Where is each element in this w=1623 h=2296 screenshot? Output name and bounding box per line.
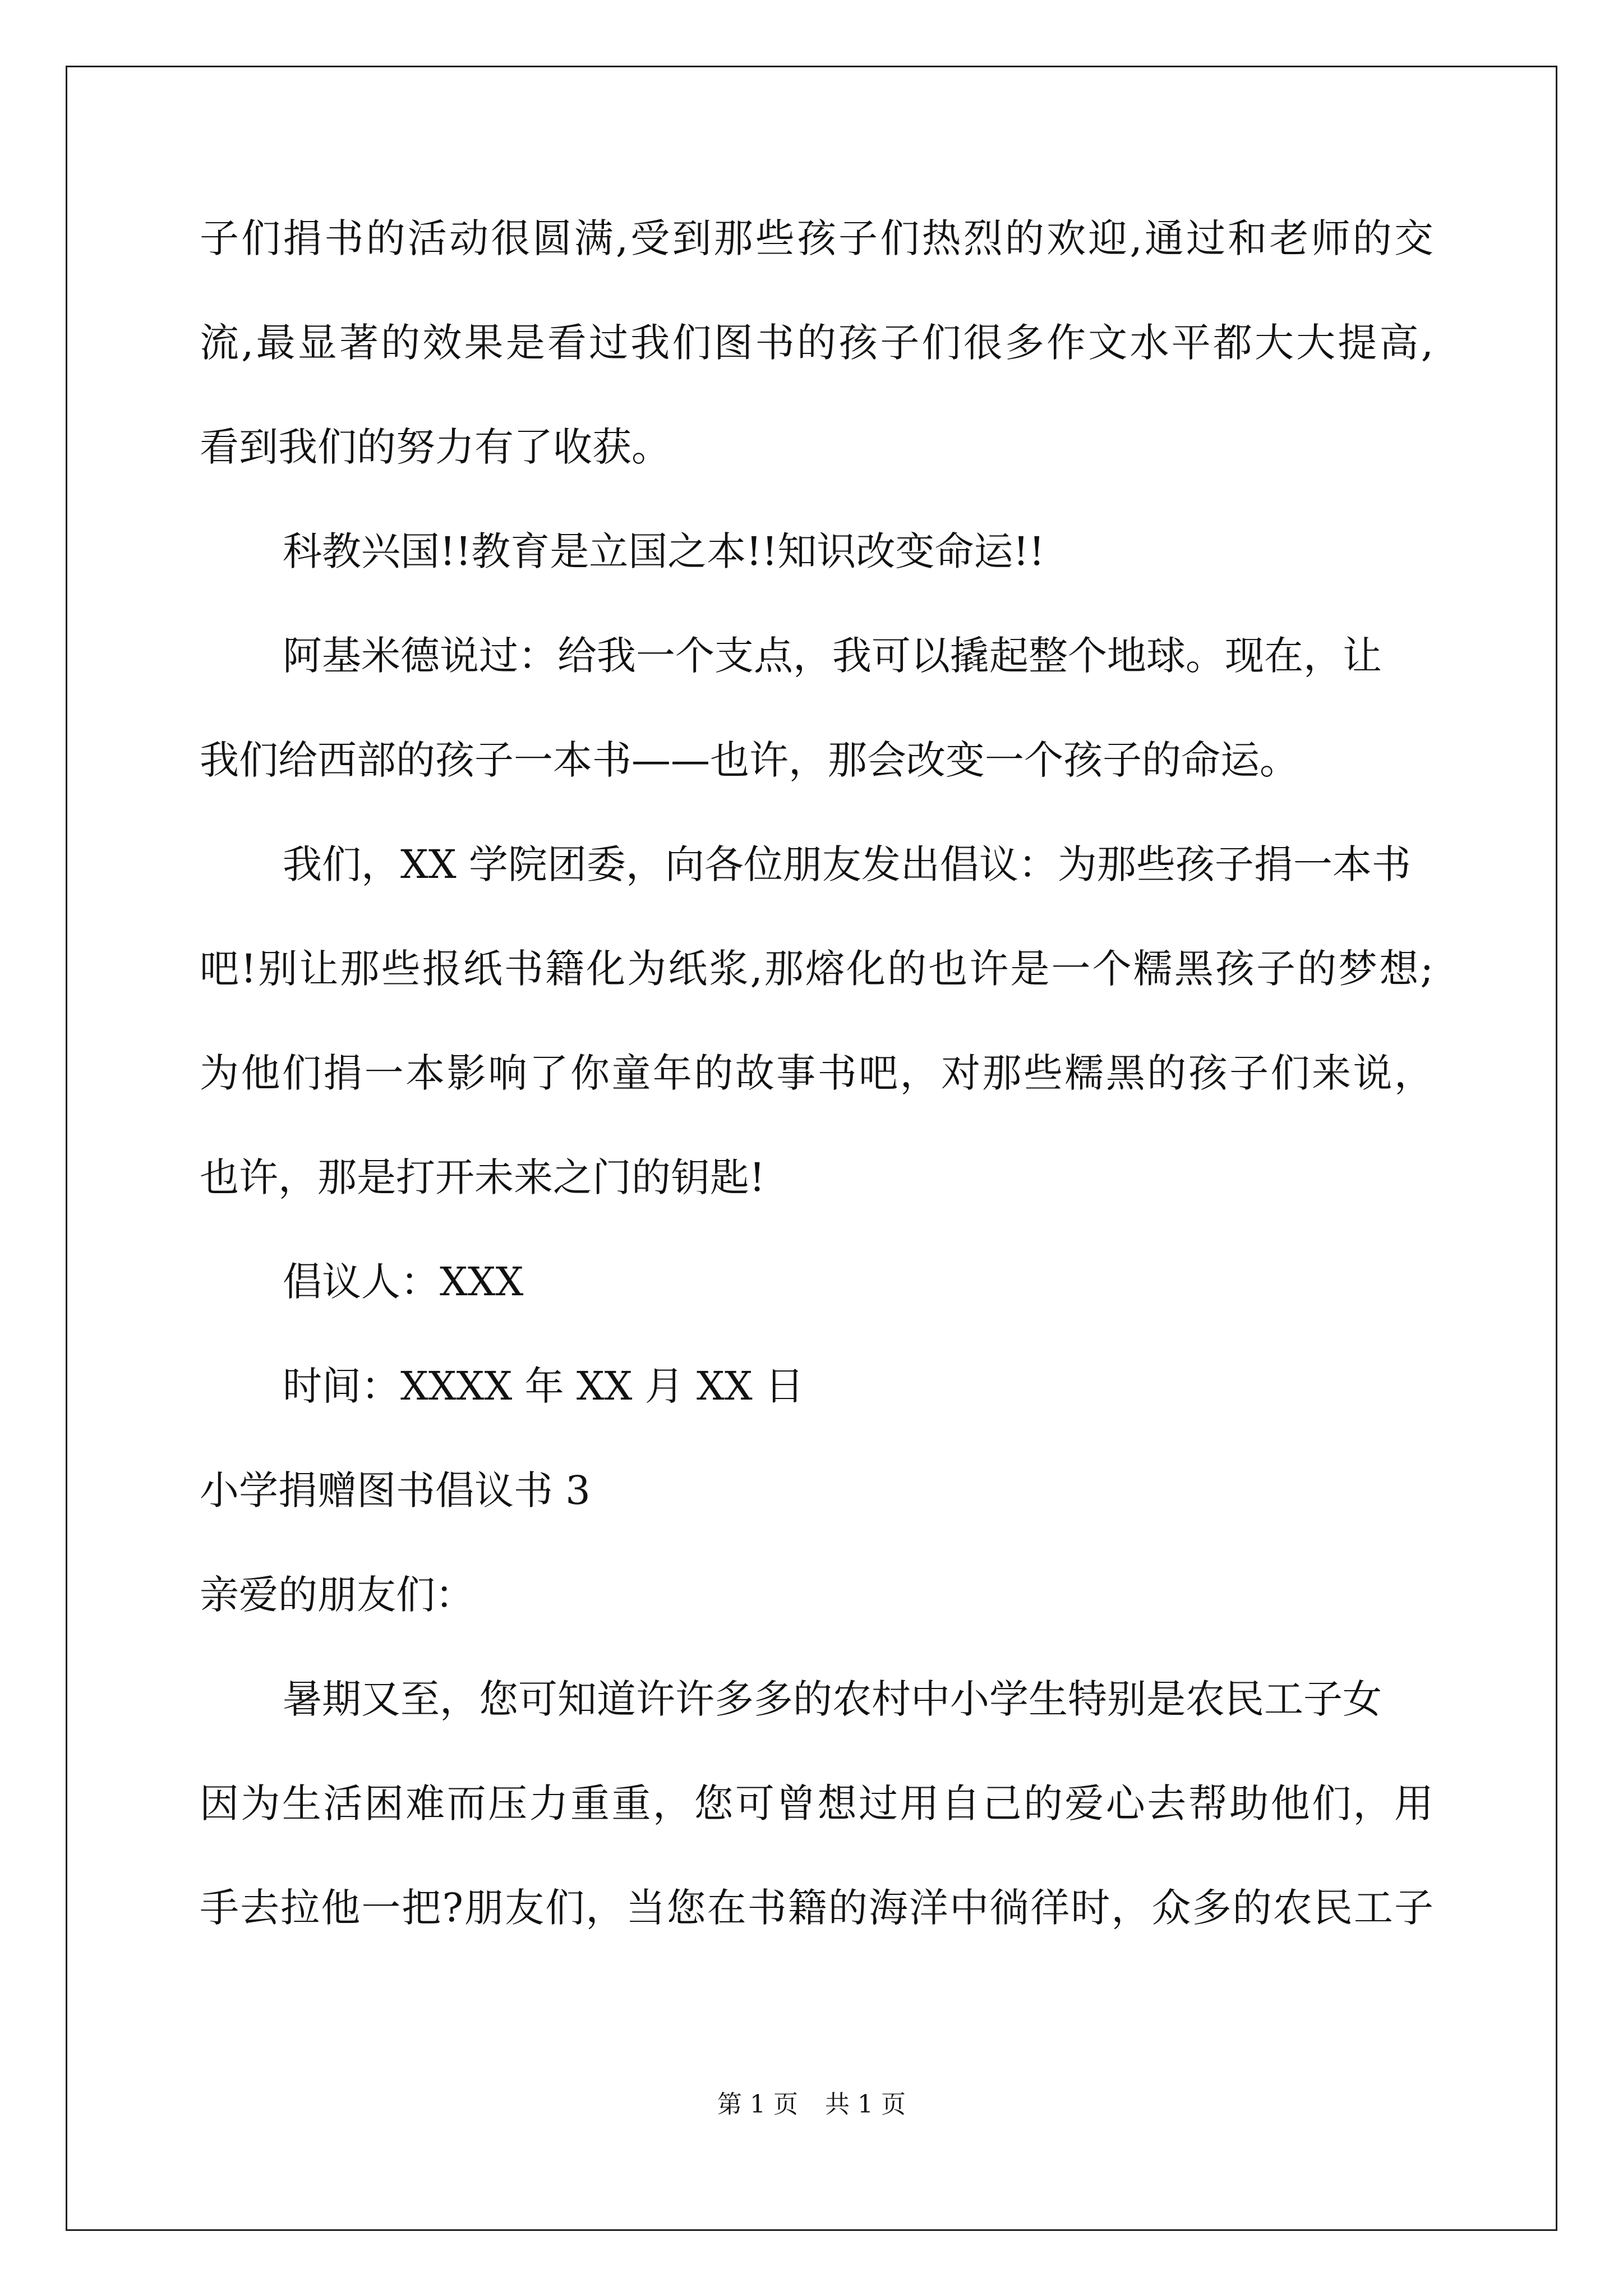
paragraph-line: 吧!别让那些报纸书籍化为纸浆,那熔化的也许是一个糯黑孩子的梦想; [200, 946, 1433, 992]
paragraph-line: 暑期又至，您可知道许许多多的农村中小学生特别是农民工子女 [283, 1676, 1382, 1722]
paragraph-line: 流,最显著的效果是看过我们图书的孩子们很多作文水平都大大提高, [200, 320, 1433, 366]
paragraph-line: 看到我们的努力有了收获。 [200, 424, 671, 470]
salutation-line: 亲爱的朋友们： [200, 1572, 474, 1618]
paragraph-line: 阿基米德说过：给我一个支点，我可以撬起整个地球。现在，让 [283, 633, 1382, 679]
paragraph-line: 我们给西部的孩子一本书——也许，那会改变一个孩子的命运。 [200, 737, 1299, 783]
signatory-line: 倡议人：XXX [283, 1259, 524, 1305]
paragraph-line: 子们捐书的活动很圆满,受到那些孩子们热烈的欢迎,通过和老师的交 [200, 215, 1433, 261]
section-title: 小学捐赠图书倡议书 3 [200, 1467, 591, 1513]
page-footer [0, 2088, 1623, 2122]
paragraph-line: 我们，XX 学院团委，向各位朋友发出倡议：为那些孩子捐一本书 [283, 841, 1411, 887]
page-total: 共 1 页 [825, 2090, 906, 2119]
date-line: 时间：XXXX 年 XX 月 XX 日 [283, 1363, 804, 1409]
paragraph-line: 手去拉他一把?朋友们，当您在书籍的海洋中徜徉时，众多的农民工子 [200, 1885, 1433, 1931]
paragraph-line: 因为生活困难而压力重重，您可曾想过用自己的爱心去帮助他们，用 [200, 1780, 1433, 1826]
paragraph-line: 为他们捐一本影响了你童年的故事书吧，对那些糯黑的孩子们来说， [200, 1050, 1433, 1096]
page-number: 第 1 页 [717, 2090, 798, 2119]
paragraph-line: 也许，那是打开未来之门的钥匙! [200, 1154, 766, 1200]
paragraph-line: 科教兴国!!教育是立国之本!!知识改变命运!! [283, 528, 1045, 574]
